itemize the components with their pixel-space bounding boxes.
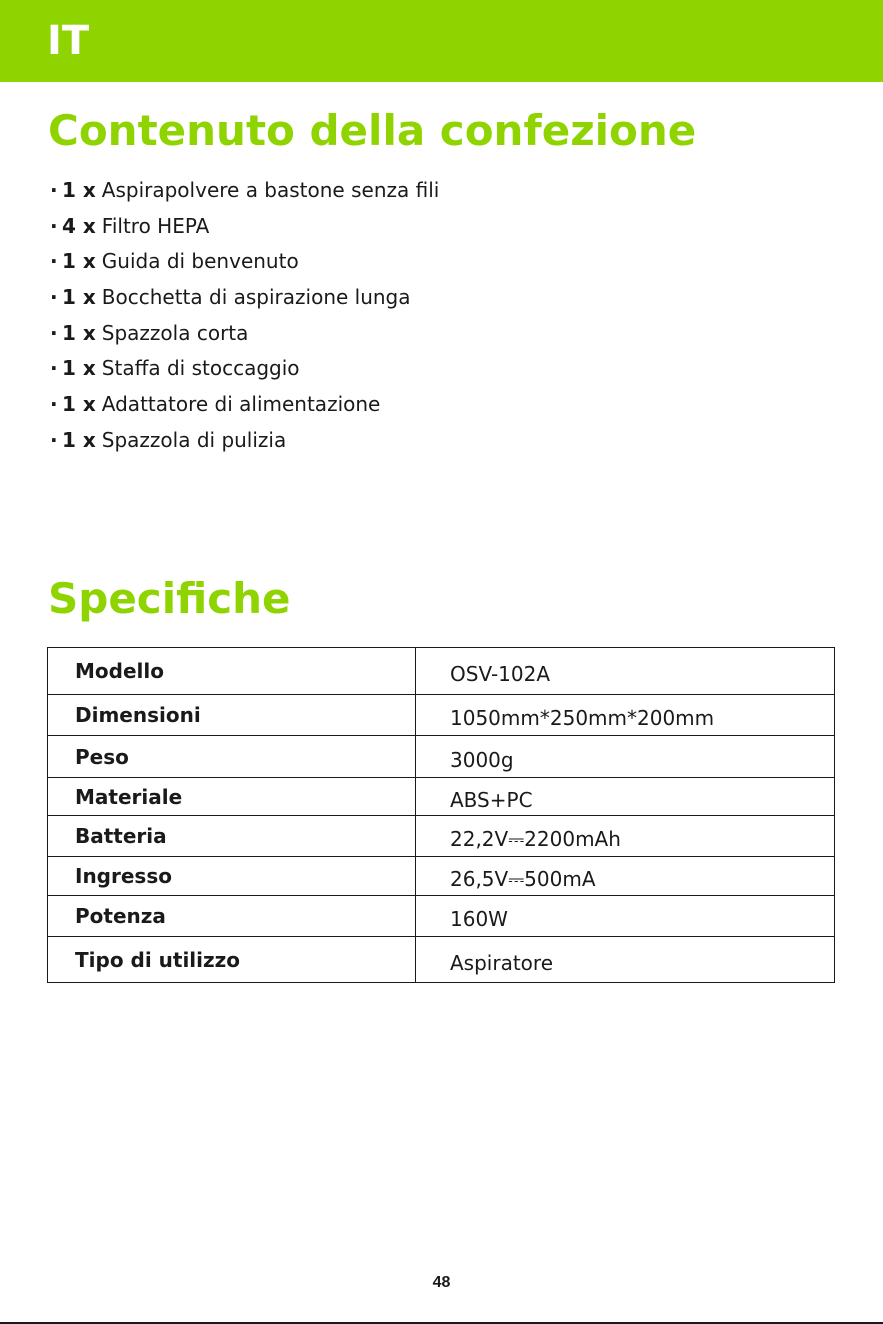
- spec-table: [47, 647, 835, 983]
- spec-label: Materiale: [48, 778, 416, 816]
- item-name: Filtro HEPA: [101, 213, 210, 238]
- item-name: Bocchetta di aspirazione lunga: [101, 285, 411, 310]
- list-item: [50, 247, 439, 283]
- item-quantity: 1 x: [62, 320, 96, 345]
- item-name: Spazzola di pulizia: [101, 427, 287, 452]
- spec-value: 1050mm*250mm*200mm: [416, 695, 835, 736]
- table-row: [48, 937, 835, 983]
- bullet: ·: [50, 213, 58, 238]
- list-item: [50, 283, 439, 319]
- list-item: [50, 354, 439, 390]
- table-row: [48, 778, 835, 816]
- spec-label: Ingresso: [48, 857, 416, 896]
- item-quantity: 1 x: [62, 392, 96, 417]
- language-code: IT: [47, 18, 90, 64]
- spec-value: ABS+PC: [416, 778, 835, 816]
- spec-label: Dimensioni: [48, 695, 416, 736]
- spec-value: 3000g: [416, 736, 835, 778]
- bullet: ·: [50, 392, 58, 417]
- item-name: Staffa di stoccaggio: [101, 356, 300, 381]
- table-row: [48, 695, 835, 736]
- table-row: [48, 816, 835, 857]
- spec-value: 22,2V⎓2200mAh: [416, 816, 835, 857]
- bullet: ·: [50, 427, 58, 452]
- spec-label: Modello: [48, 648, 416, 695]
- list-item: [50, 212, 439, 248]
- item-quantity: 1 x: [62, 427, 96, 452]
- spec-label: Peso: [48, 736, 416, 778]
- list-item: [50, 390, 439, 426]
- spec-value: OSV-102A: [450, 662, 551, 686]
- item-name: Spazzola corta: [101, 320, 249, 345]
- contents-heading: Contenuto della confezione: [48, 106, 697, 155]
- list-item: [50, 176, 439, 212]
- page-number: 48: [432, 1274, 451, 1291]
- list-item: [50, 319, 439, 355]
- contents-list: [50, 176, 439, 462]
- spec-label: Potenza: [48, 896, 416, 937]
- spec-label: Tipo di utilizzo: [48, 937, 416, 983]
- bullet: ·: [50, 285, 58, 310]
- item-quantity: 4 x: [62, 213, 96, 238]
- spec-value: Aspiratore: [416, 937, 835, 983]
- item-quantity: 1 x: [62, 178, 96, 202]
- language-header-band: [0, 0, 883, 82]
- bullet: ·: [50, 178, 58, 202]
- specs-heading: Specifiche: [48, 574, 291, 623]
- list-item: [50, 426, 439, 462]
- bullet: ·: [50, 356, 58, 381]
- item-name: Aspirapolvere a bastone senza fili: [101, 178, 440, 202]
- spec-label: Batteria: [48, 816, 416, 857]
- table-row: [48, 896, 835, 937]
- item-quantity: 1 x: [62, 285, 96, 310]
- table-row: [48, 648, 835, 695]
- table-row: [48, 857, 835, 896]
- item-name: Guida di benvenuto: [101, 249, 299, 274]
- item-quantity: 1 x: [62, 249, 96, 274]
- bullet: ·: [50, 320, 58, 345]
- bullet: ·: [50, 249, 58, 274]
- table-row: [48, 736, 835, 778]
- spec-value: 160W: [416, 896, 835, 937]
- item-quantity: 1 x: [62, 356, 96, 381]
- item-name: Adattatore di alimentazione: [101, 392, 381, 417]
- spec-value: 26,5V⎓500mA: [416, 857, 835, 896]
